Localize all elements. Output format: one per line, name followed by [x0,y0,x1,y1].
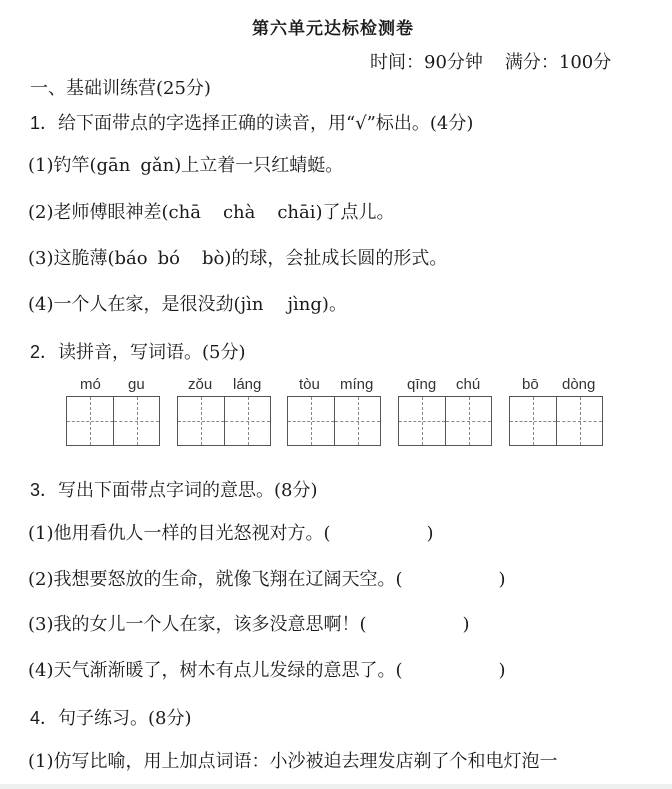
writing-cell[interactable] [178,397,224,445]
page-bottom-edge [0,784,672,789]
question-text: 写出下面带点字词的意思。(8分) [58,480,318,501]
item-text: )。 [321,294,347,315]
item-text: (4)天气渐渐暖了，树木有点儿发绿的意思了。( [28,660,403,681]
item-text: (2)老师傅眼神差( [28,202,169,223]
q3-item-1 [28,519,434,545]
pinyin-option[interactable]: chà [222,202,256,223]
pinyin-option[interactable]: gān [96,155,131,176]
question-1-prompt [30,109,473,135]
q3-item-2 [28,565,506,591]
pinyin-option[interactable]: bó [157,248,180,269]
writing-grid[interactable] [177,396,271,446]
section-heading: 一、基础训练营(25分) [30,78,211,99]
pinyin-label: láng [233,376,262,393]
page-title: 第六单元达标检测卷 [252,19,414,39]
item-text: )上立着一只红蜻蜓。 [174,155,344,176]
item-text: (1)他用看仇人一样的目光怒视对方。( [28,523,331,544]
item-text: (4)一个人在家，是很没劲( [28,294,241,315]
pinyin-label: dòng [562,376,596,393]
pinyin-option[interactable]: chāi [277,202,316,223]
question-number: 4． [30,708,59,728]
writing-cell[interactable] [334,397,380,445]
question-text: 句子练习。(8分) [58,708,192,729]
item-text: ) [462,614,470,635]
q1-item-1 [28,151,343,177]
pinyin-label: tòu [299,376,320,393]
writing-grid[interactable] [66,396,160,446]
item-text: (3)我的女儿一个人在家，该多没意思啊！( [28,614,367,635]
question-text: 给下面带点的字选择正确的读音，用“√”标出。(4分) [58,113,474,134]
pinyin-label: míng [340,376,374,393]
writing-cell[interactable] [113,397,159,445]
writing-grid[interactable] [509,396,603,446]
item-text: (2)我想要怒放的生命，就像飞翔在辽阔天空。( [28,569,403,590]
writing-grid[interactable] [398,396,492,446]
pinyin-label: mó [80,376,101,393]
pinyin-label: gu [128,376,145,393]
writing-cell[interactable] [67,397,113,445]
pinyin-label: chú [456,376,481,393]
item-text: )的球，会扯成长圆的形式。 [224,248,448,269]
item-text: ) [426,523,434,544]
question-text: 读拼音，写词语。(5分) [58,342,246,363]
pinyin-option[interactable]: chā [168,202,201,223]
writing-cell[interactable] [510,397,556,445]
question-2-prompt [30,338,246,364]
writing-cell[interactable] [445,397,491,445]
pinyin-label: qīng [407,376,437,393]
question-3-prompt [30,476,318,502]
item-text: (3)这脆薄( [28,248,115,269]
item-text: ) [498,569,506,590]
q1-item-4 [28,290,347,316]
pinyin-label: zǒu [188,376,213,393]
q1-item-2 [28,198,395,224]
exam-meta [370,48,611,74]
pinyin-option[interactable]: jìn [240,294,264,315]
pinyin-label: bō [522,376,539,393]
item-text: ) [498,660,506,681]
q3-item-3 [28,610,470,636]
writing-grid[interactable] [287,396,381,446]
writing-cell[interactable] [399,397,445,445]
pinyin-option[interactable]: jìng [287,294,322,315]
exam-score: 满分：100分 [504,52,612,73]
exam-time: 时间：90分钟 [370,52,483,73]
pinyin-option[interactable]: bò [201,248,225,269]
question-number: 1． [30,113,59,133]
writing-cell[interactable] [288,397,334,445]
writing-cell[interactable] [556,397,602,445]
item-text: )了点儿。 [315,202,395,223]
question-number: 2． [30,342,59,362]
item-text: (1)钓竿( [28,155,97,176]
question-number: 3． [30,480,59,500]
q1-item-3 [28,244,447,270]
question-4-prompt [30,704,192,730]
pinyin-option[interactable]: gǎn [140,155,175,176]
writing-cell[interactable] [224,397,270,445]
q3-item-4 [28,656,506,682]
q4-item-1: (1)仿写比喻，用上加点词语：小沙被迫去理发店剃了个和电灯泡一 [28,751,558,772]
pinyin-option[interactable]: báo [114,248,148,269]
